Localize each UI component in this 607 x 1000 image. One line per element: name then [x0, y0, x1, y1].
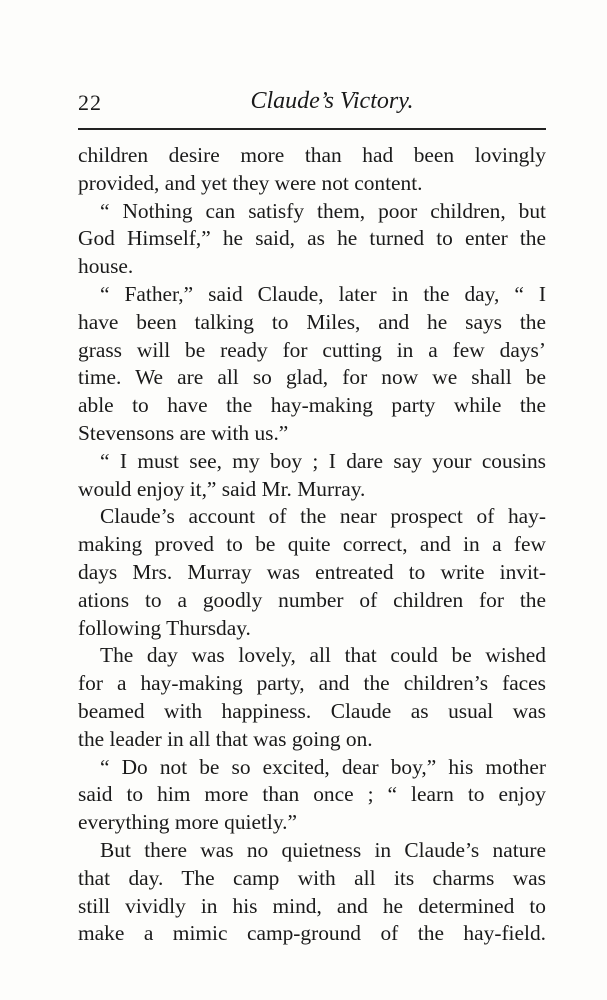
text-line: everything more quietly.” [78, 810, 297, 835]
body-text [78, 142, 546, 948]
text-line: grass will be ready for cutting in a few days’ [78, 337, 546, 362]
text-line: still vividly in his mind, and he determined to [78, 893, 546, 918]
page-header [78, 88, 546, 122]
text-line: “ Nothing can satisfy them, poor children, but [100, 198, 546, 223]
text-line: the leader in all that was going on. [78, 726, 373, 751]
text-line: children desire more than had been lovingly [78, 143, 546, 167]
text-line: house. [78, 254, 134, 279]
header-rule [78, 128, 546, 130]
text-line: “ Do not be so excited, dear boy,” his mother [100, 754, 546, 779]
text-line: days Mrs. Murray was entreated to write invit- [78, 559, 546, 584]
text-line: have been talking to Miles, and he says the [78, 309, 546, 334]
text-line: that day. The camp with all its charms was [78, 865, 546, 890]
text-line: able to have the hay-making party while the [78, 393, 546, 418]
text-line: said to him more than once ; “ learn to enjoy [78, 782, 546, 807]
text-line: Claude’s account of the near prospect of hay- [100, 504, 546, 529]
text-line: “ I must see, my boy ; I dare say your cousins [100, 448, 546, 473]
running-title: Claude’s Victory. [250, 88, 414, 114]
text-line: beamed with happiness. Claude as usual was [78, 698, 546, 723]
text-line: would enjoy it,” said Mr. Murray. [78, 476, 366, 501]
text-line: But there was no quietness in Claude’s nature [100, 837, 546, 862]
text-line: ations to a goodly number of children for the [78, 587, 546, 612]
text-line: time. We are all so glad, for now we shall be [78, 365, 546, 390]
text-line: making proved to be quite correct, and in a few [78, 532, 546, 557]
text-line: make a mimic camp-ground of the hay-field. [78, 921, 546, 946]
text-line: The day was lovely, all that could be wished [100, 643, 546, 668]
text-line: Stevensons are with us.” [78, 420, 289, 445]
text-line: “ Father,” said Claude, later in the day, “ I [100, 281, 546, 306]
page-number: 22 [78, 90, 102, 115]
text-line: provided, and yet they were not content. [78, 170, 423, 195]
text-line: God Himself,” he said, as he turned to enter the [78, 226, 546, 251]
text-line: following Thursday. [78, 615, 251, 640]
text-line: for a hay-making party, and the children’s faces [78, 671, 546, 696]
